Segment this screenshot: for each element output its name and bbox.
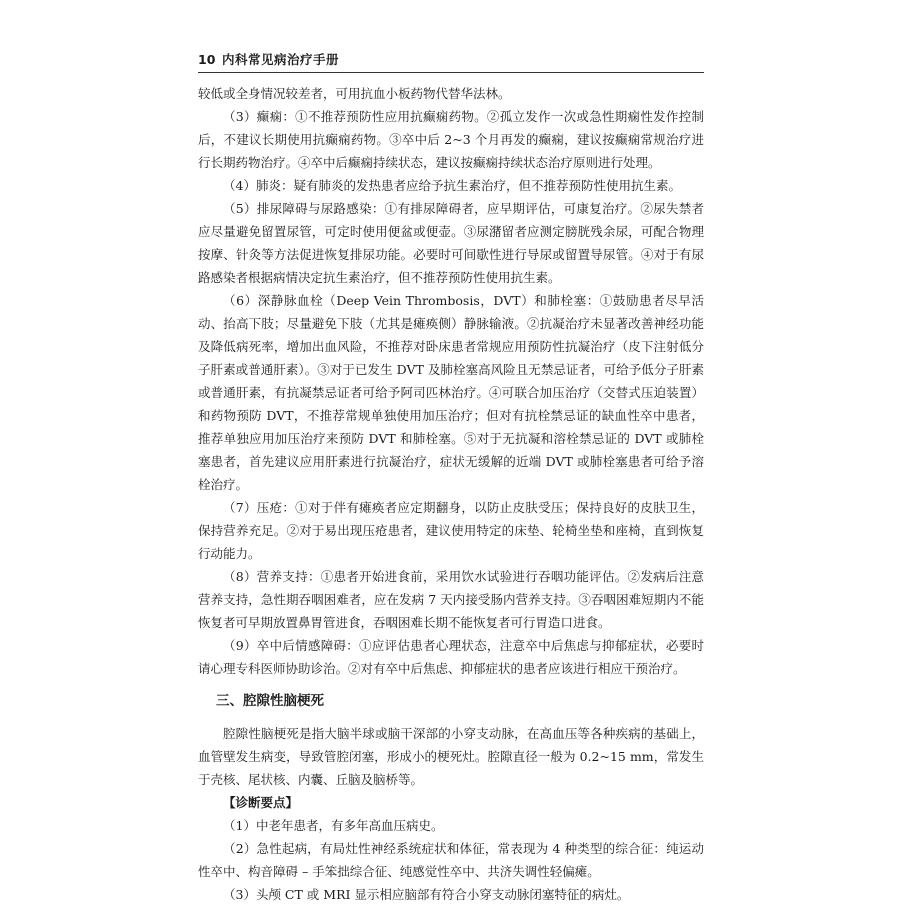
page-body [198, 82, 704, 906]
book-title: 内科常见病治疗手册 [222, 52, 340, 67]
section-title: 三、腔隙性脑梗死 [216, 693, 324, 709]
paragraph-dvt: （6）深静脉血栓（Deep Vein Thrombosis，DVT）和肺栓塞：①鼓励患者尽早活动、抬高下肢；尽量避免下肢（尤其是瘫痪侧）静脉输液。②抗凝治疗未显著改善神经功能及降低病死率，增加出血风险，不推荐对卧床患者常规应用预防性抗凝治疗（皮下注射低分子肝素或普通肝素）。③对于已发生 DVT 及肺栓塞高风险且无禁忌证者，可给予低分子肝素或普通肝素，有抗凝禁忌证者可给予阿司匹林治疗。④可联合加压治疗（交替式压迫装置）和药物预防 DVT，不推荐常规单独使用加压治疗；但对有抗栓禁忌证的缺血性卒中患者，推荐单独应用加压治疗来预防 DVT 和肺栓塞。⑤对于无抗凝和溶栓禁忌证的 DVT 或肺栓塞患者，首先建议应用肝素进行抗凝治疗，症状无缓解的近端 DVT 或肺栓塞患者可给予溶栓治疗。 [198, 293, 704, 492]
diagnosis-item: （2）急性起病，有局灶性神经系统症状和体征，常表现为 4 种类型的综合征：纯运动性卒中、构音障碍 – 手笨拙综合征、纯感觉性卒中、共济失调性轻偏瘫。 [198, 841, 704, 879]
paragraph-pressure-sores: （7）压疮：①对于伴有瘫痪者应定期翻身，以防止皮肤受压；保持良好的皮肤卫生，保持营养充足。②对于易出现压疮患者，建议使用特定的床垫、轮椅坐垫和座椅，直到恢复行动能力。 [198, 500, 704, 561]
paragraph-continuation: 较低或全身情况较差者，可用抗血小板药物代替华法林。 [198, 86, 511, 101]
page-number: 10 [198, 52, 216, 67]
paragraph-epilepsy: （3）癫痫：①不推荐预防性应用抗癫痫药物。②孤立发作一次或急性期痫性发作控制后，不建议长期使用抗癫痫药物。③卒中后 2~3 个月再发的癫痫，建议按癫痫常规治疗进行长期药物治疗。④卒中后癫痫持续状态，建议按癫痫持续状态治疗原则进行处理。 [198, 109, 704, 170]
paragraph-pneumonia: （4）肺炎：疑有肺炎的发热患者应给予抗生素治疗，但不推荐预防性使用抗生素。 [223, 178, 681, 193]
page-header [198, 50, 704, 74]
paragraph-emotional-disorder: （9）卒中后情感障碍：①应评估患者心理状态，注意卒中后焦虑与抑郁症状，必要时请心理专科医师协助诊治。②对有卒中后焦虑、抑郁症状的患者应该进行相应干预治疗。 [198, 638, 704, 676]
paragraph-nutrition: （8）营养支持：①患者开始进食前，采用饮水试验进行吞咽功能评估。②发病后注意营养支持，急性期吞咽困难者，应在发病 7 天内接受肠内营养支持。③吞咽困难短期内不能恢复者可早期放置鼻胃管进食，吞咽困难长期不能恢复者可行胃造口进食。 [198, 569, 704, 630]
diagnosis-item: （1）中老年患者，有多年高血压病史。 [223, 818, 444, 833]
diagnosis-heading: 【诊断要点】 [223, 795, 299, 810]
section-intro: 腔隙性脑梗死是指大脑半球或脑干深部的小穿支动脉，在高血压等各种疾病的基础上，血管壁发生病变，导致管腔闭塞，形成小的梗死灶。腔隙直径一般为 0.2~15 mm，常发生于壳核、尾状核、内囊、丘脑及脑桥等。 [198, 726, 704, 787]
paragraph-urination: （5）排尿障碍与尿路感染：①有排尿障碍者，应早期评估，可康复治疗。②尿失禁者应尽量避免留置尿管，可定时使用便盆或便壶。③尿潴留者应测定膀胱残余尿，可配合物理按摩、针灸等方法促进恢复排尿功能。必要时可间歇性进行导尿或留置导尿管。④对于有尿路感染者根据病情决定抗生素治疗，但不推荐预防性使用抗生素。 [198, 201, 704, 285]
diagnosis-item: （3）头颅 CT 或 MRI 显示相应脑部有符合小穿支动脉闭塞特征的病灶。 [223, 887, 630, 902]
header-rule [198, 72, 704, 73]
